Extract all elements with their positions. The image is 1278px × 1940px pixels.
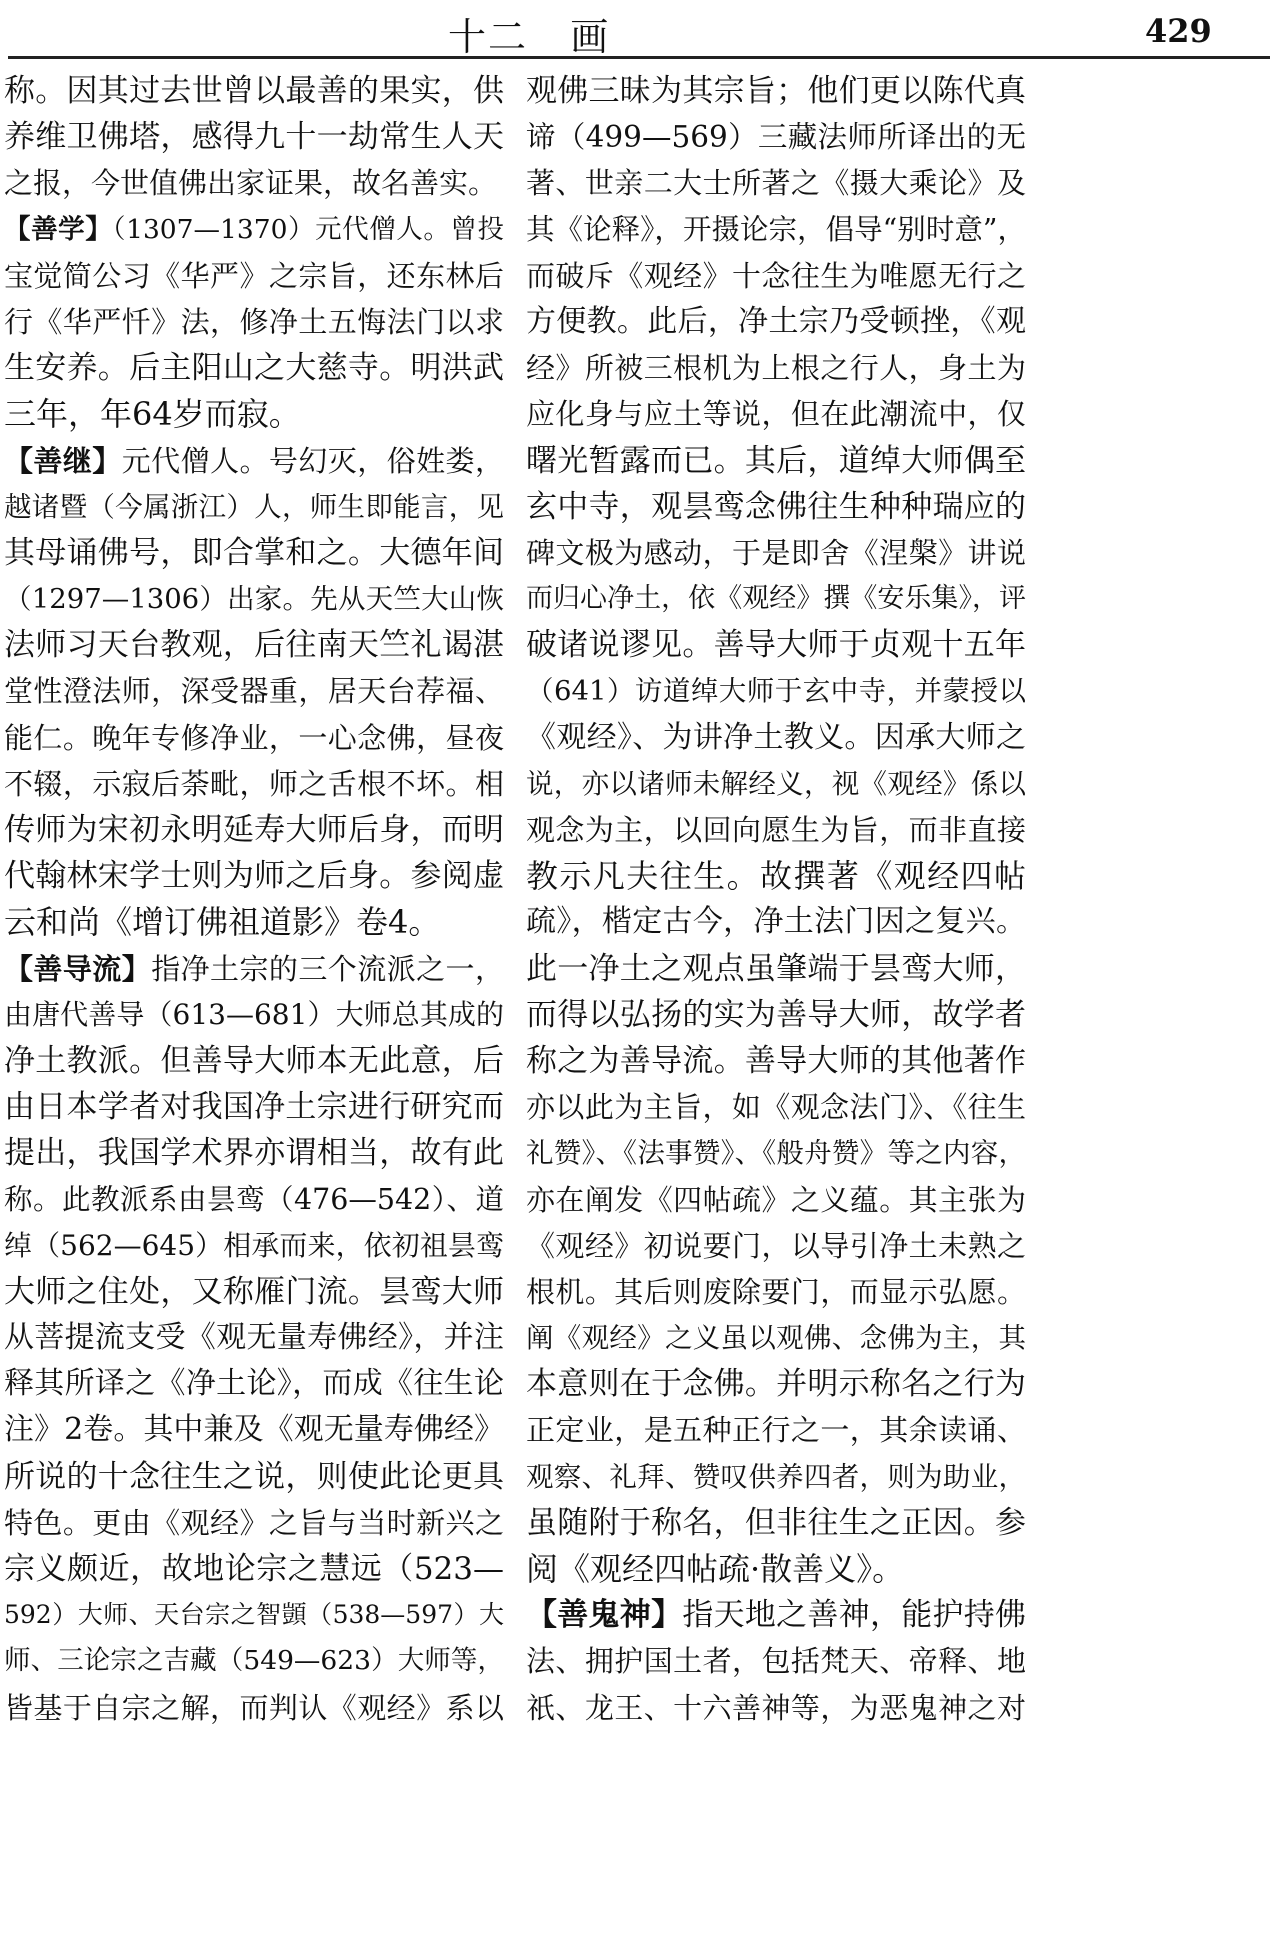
line-text: 宗义颇近，故地论宗之慧远（523— <box>4 1551 504 1587</box>
line-text: 此一净土之观点虽肇端于昙鸾大师， <box>526 950 1026 987</box>
text-line <box>526 1454 1026 1500</box>
line-text: 著、世亲二大士所著之《摄大乘论》及 <box>526 166 1026 201</box>
entry-term: 【善学】 <box>4 213 113 245</box>
line-text: 所说的十念往生之说，则使此论更具 <box>4 1458 504 1495</box>
line-text: 礼赞》、《法事赞》、《般舟赞》等之内容， <box>526 1137 1026 1170</box>
text-line <box>526 946 1026 992</box>
text-line <box>4 1361 504 1407</box>
line-text: 正定业，是五种正行之一，其余读诵、 <box>526 1413 1026 1448</box>
text-column-left <box>4 68 504 1731</box>
line-text: 碑文极为感动，于是即舍《涅槃》讲说 <box>526 535 1026 570</box>
text-line <box>4 1084 504 1130</box>
text-line <box>526 1084 1026 1130</box>
line-text: 祇、龙王、十六善神等，为恶鬼神之对 <box>526 1690 1026 1725</box>
line-text: 称。因其过去世曾以最善的果实，供 <box>4 73 504 109</box>
text-line <box>4 484 504 530</box>
line-text: 《观经》初说要门，以导引净土未熟之 <box>526 1228 1026 1263</box>
line-text: 曙光暂露而已。其后，道绰大师偶至 <box>526 442 1026 479</box>
line-text: 应化身与应土等说，但在此潮流中，仅 <box>526 397 1026 432</box>
text-line <box>526 715 1026 761</box>
entry-start-line <box>4 946 504 992</box>
text-line <box>526 576 1026 622</box>
line-text: 观佛三昧为其宗旨；他们更以陈代真 <box>526 73 1026 109</box>
line-text: 指天地之善神，能护持佛 <box>682 1597 1026 1634</box>
text-line <box>526 1038 1026 1084</box>
line-text: 说，亦以诸师未解经义，视《观经》係以 <box>526 767 1026 800</box>
text-column-right <box>526 68 1026 1731</box>
entry-term: 【善导流】 <box>4 951 152 986</box>
text-line <box>526 1177 1026 1223</box>
line-text: 疏》，楷定古今，净土法门因之复兴。 <box>526 904 1026 940</box>
line-text: 由唐代善导（613—681）大师总其成的 <box>4 997 504 1031</box>
line-text: 指净土宗的三个流派之一， <box>151 951 504 986</box>
text-line <box>4 253 504 299</box>
line-text: 谛（499—569）三藏法师所译出的无 <box>526 120 1026 155</box>
line-text: 玄中寺，观昙鸾念佛往生种种瑞应的 <box>526 488 1026 525</box>
line-text: 亦以此为主旨，如《观念法门》、《往生 <box>526 1090 1026 1125</box>
line-text: 虽随附于称名，但非往生之正因。参 <box>526 1504 1026 1541</box>
line-text: 师、三论宗之吉藏（549—623）大师等， <box>4 1645 504 1677</box>
line-text: 生安养。后主阳山之大慈寺。明洪武 <box>4 350 504 387</box>
entry-term: 【善继】 <box>4 443 122 478</box>
line-text: 《观经》、为讲净土教义。因承大师之 <box>526 719 1026 755</box>
text-line <box>526 1546 1026 1592</box>
line-text: 亦在阐发《四帖疏》之义蕴。其主张为 <box>526 1182 1026 1217</box>
line-text: 而归心净土，依《观经》撰《安乐集》，评 <box>526 583 1026 615</box>
line-text: 大师之住处，又称雁门流。昙鸾大师 <box>4 1273 504 1310</box>
line-text: （1307—1370）元代僧人。曾投 <box>112 213 504 245</box>
text-line <box>4 299 504 345</box>
text-line <box>4 530 504 576</box>
text-line <box>4 1315 504 1361</box>
line-text: 行《华严忏》法，修净土五悔法门以求 <box>4 304 504 339</box>
text-line <box>4 668 504 714</box>
text-line <box>4 1638 504 1684</box>
line-text: 堂性澄法师，深受器重，居天台荐福、 <box>4 674 504 709</box>
text-line <box>4 1546 504 1592</box>
line-text: 阐《观经》之义虽以观佛、念佛为主，其 <box>526 1322 1026 1355</box>
text-line <box>4 807 504 853</box>
line-text: 注》2卷。其中兼及《观无量寿佛经》 <box>4 1412 504 1448</box>
text-line <box>526 992 1026 1038</box>
text-line <box>4 160 504 206</box>
text-line <box>526 438 1026 484</box>
text-line <box>4 1223 504 1269</box>
text-line <box>526 530 1026 576</box>
text-line <box>4 622 504 668</box>
line-text: 能仁。晚年专修净业，一心念佛，昼夜 <box>4 720 504 755</box>
line-text: 本意则在于念佛。并明示称名之行为 <box>526 1366 1026 1403</box>
text-line <box>526 807 1026 853</box>
text-line <box>4 345 504 391</box>
text-line <box>526 253 1026 299</box>
line-text: 云和尚《增订佛祖道影》卷4。 <box>4 903 441 942</box>
line-text: 称之为善导流。善导大师的其他著作 <box>526 1042 1026 1079</box>
entry-term: 【善鬼神】 <box>526 1597 683 1634</box>
text-line <box>526 899 1026 945</box>
line-text: 法师习天台教观，后往南天竺礼谒湛 <box>4 627 504 664</box>
text-line <box>526 68 1026 114</box>
line-text: 教示凡夫往生。故撰著《观经四帖 <box>526 857 1026 896</box>
text-line <box>526 484 1026 530</box>
text-line <box>4 576 504 622</box>
text-line <box>4 68 504 114</box>
header-rule <box>8 56 1270 59</box>
section-title: 十二 画 <box>448 15 611 59</box>
line-text: 称。此教派系由昙鸾（476—542）、道 <box>4 1182 504 1216</box>
line-text: 法、拥护国土者，包括梵天、帝释、地 <box>526 1644 1026 1679</box>
text-line <box>526 1315 1026 1361</box>
text-line <box>526 1500 1026 1546</box>
text-line <box>526 1407 1026 1453</box>
line-text: 不辍，示寂后荼毗，师之舌根不坏。相 <box>4 766 504 801</box>
text-line <box>526 114 1026 160</box>
line-text: 传师为宋初永明延寿大师后身，而明 <box>4 812 504 848</box>
text-line <box>4 899 504 945</box>
text-line <box>4 853 504 899</box>
text-line <box>526 1223 1026 1269</box>
entry-start-line <box>4 207 504 253</box>
text-line <box>4 1454 504 1500</box>
line-text: 皆基于自宗之解，而判认《观经》系以 <box>4 1690 504 1725</box>
text-line <box>4 1685 504 1731</box>
line-text: （1297—1306）出家。先从天竺大山恢 <box>4 583 504 616</box>
line-text: 养维卫佛塔，感得九十一劫常生人天 <box>4 119 504 156</box>
text-line <box>4 1500 504 1546</box>
text-line <box>4 715 504 761</box>
line-text: 宝觉简公习《华严》之宗旨，还东林后 <box>4 258 504 293</box>
text-line <box>4 114 504 160</box>
line-text: 代翰林宋学士则为师之后身。参阅虚 <box>4 858 504 895</box>
text-line <box>526 1685 1026 1731</box>
line-text: 观察、礼拜、赞叹供养四者，则为助业， <box>526 1460 1026 1493</box>
line-text: 方便教。此后，净土宗乃受顿挫，《观 <box>526 303 1026 339</box>
line-text: 阅《观经四帖疏·散善义》。 <box>526 1550 905 1588</box>
page-header <box>0 0 1278 60</box>
line-text: 释其所译之《净土论》，而成《往生论 <box>4 1366 504 1402</box>
text-line <box>526 668 1026 714</box>
text-line <box>526 207 1026 253</box>
entry-start-line <box>526 1592 1026 1638</box>
text-line <box>4 1038 504 1084</box>
line-text: 元代僧人。号幻灭，俗姓娄， <box>121 443 504 478</box>
text-line <box>526 391 1026 437</box>
text-line <box>4 391 504 437</box>
text-line <box>4 992 504 1038</box>
text-line <box>526 345 1026 391</box>
line-text: 特色。更由《观经》之旨与当时新兴之 <box>4 1505 504 1540</box>
page-number: 429 <box>1145 12 1212 50</box>
text-line <box>526 160 1026 206</box>
line-text: 之报，今世值佛出家证果，故名善实。 <box>4 166 498 201</box>
line-text: 净土教派。但善导大师本无此意，后 <box>4 1042 504 1079</box>
line-text: 越诸暨（今属浙江）人，师生即能言，见 <box>4 490 504 523</box>
line-text: 破诸说谬见。善导大师于贞观十五年 <box>526 627 1026 664</box>
line-text: 其《论释》，开摄论宗，倡导“别时意”， <box>526 212 1026 246</box>
text-line <box>526 299 1026 345</box>
text-line <box>526 622 1026 668</box>
text-line <box>526 1130 1026 1176</box>
text-line <box>526 1269 1026 1315</box>
text-line <box>4 1269 504 1315</box>
line-text: 根机。其后则废除要门，而显示弘愿。 <box>526 1274 1026 1309</box>
text-line <box>4 1177 504 1223</box>
line-text: 观念为主，以回向愿生为旨，而非直接 <box>526 813 1026 847</box>
text-line <box>526 1361 1026 1407</box>
text-line <box>4 1130 504 1176</box>
text-line <box>4 761 504 807</box>
line-text: 592）大师、天台宗之智顗（538—597）大 <box>4 1600 504 1630</box>
line-text: 由日本学者对我国净土宗进行研究而 <box>4 1089 504 1126</box>
line-text: 而得以弘扬的实为善导大师，故学者 <box>526 996 1026 1033</box>
entry-start-line <box>4 438 504 484</box>
line-text: 提出，我国学术界亦谓相当，故有此 <box>4 1135 504 1172</box>
text-line <box>4 1407 504 1453</box>
line-text: 其母诵佛号，即合掌和之。大德年间 <box>4 534 504 571</box>
line-text: 经》所被三根机为上根之行人，身土为 <box>526 351 1026 386</box>
text-line <box>4 1592 504 1638</box>
line-text: 从菩提流支受《观无量寿佛经》，并注 <box>4 1320 504 1356</box>
line-text: 而破斥《观经》十念往生为唯愿无行之 <box>526 258 1026 293</box>
text-line <box>526 1638 1026 1684</box>
line-text: （641）访道绰大师于玄中寺，并蒙授以 <box>526 675 1026 708</box>
text-line <box>526 761 1026 807</box>
line-text: 绰（562—645）相承而来，依初祖昙鸾 <box>4 1228 504 1262</box>
line-text: 三年，年64岁而寂。 <box>4 395 301 434</box>
text-line <box>526 853 1026 899</box>
